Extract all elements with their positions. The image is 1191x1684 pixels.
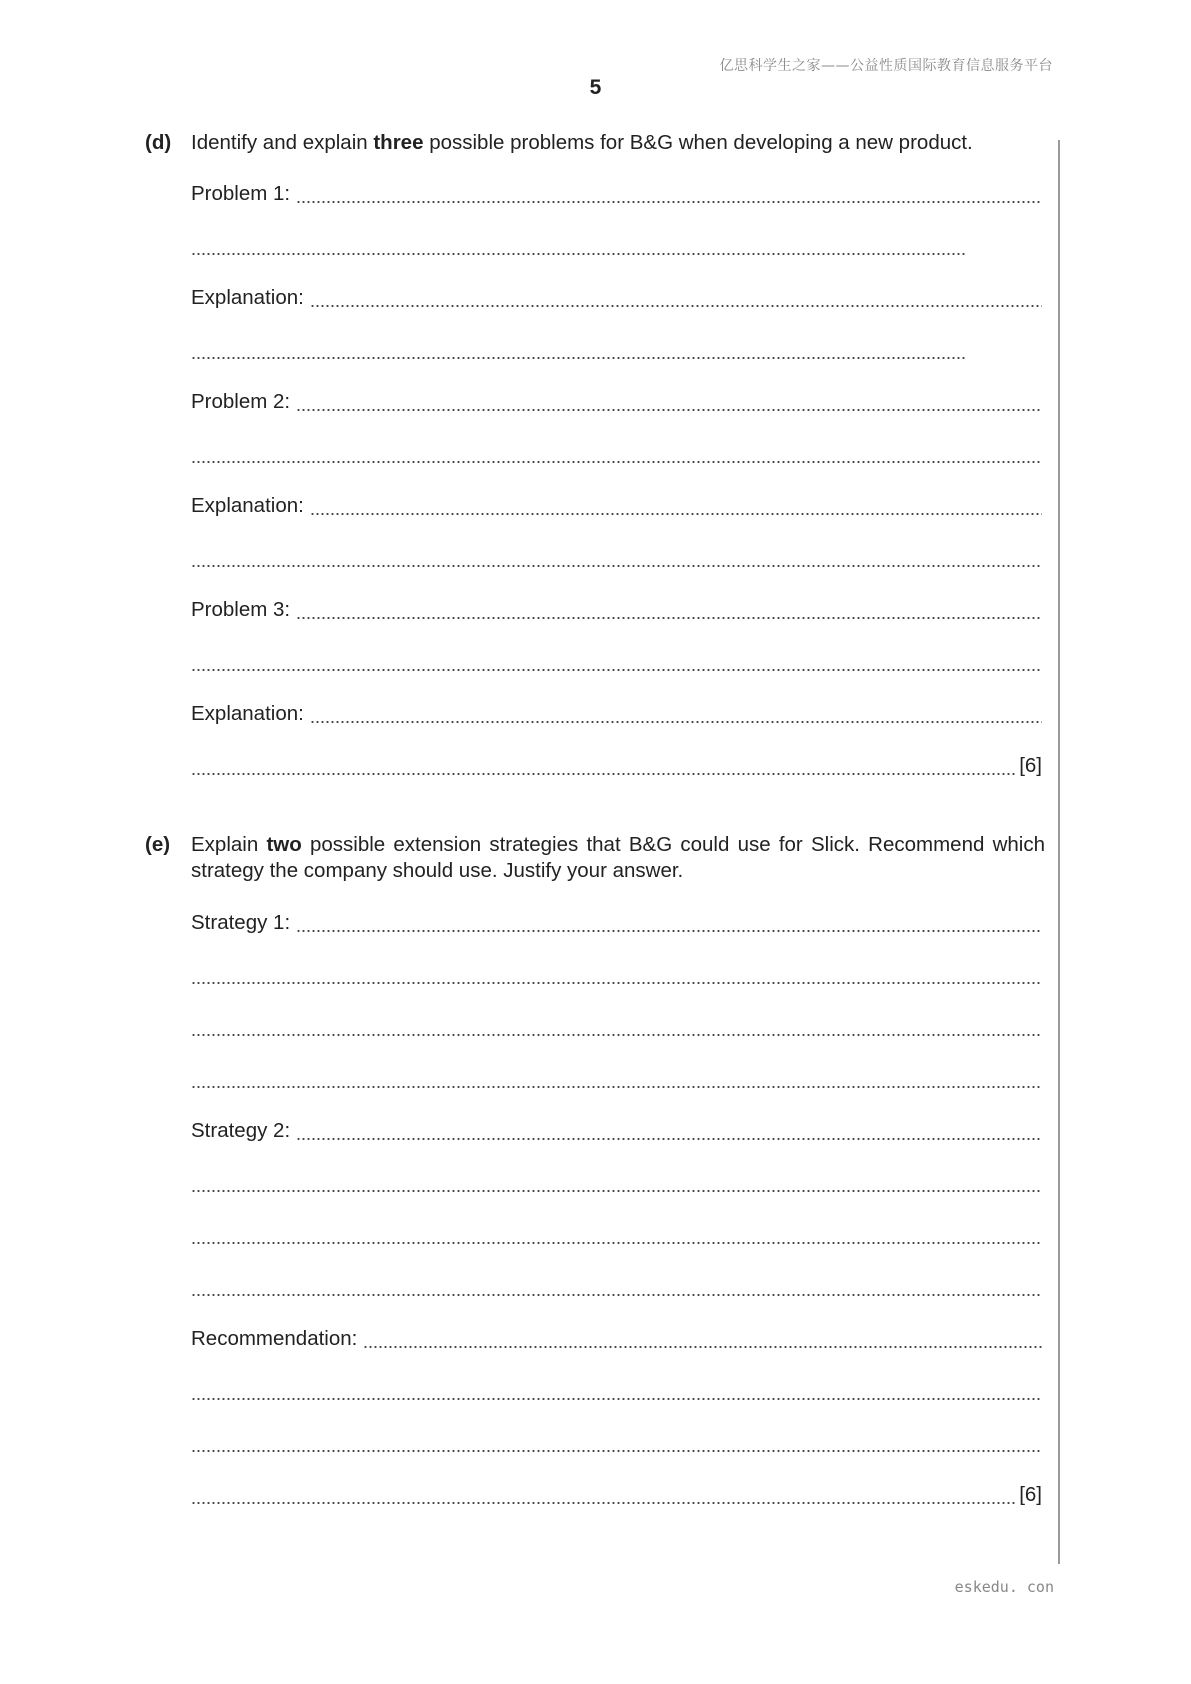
- page-number: 5: [589, 76, 602, 99]
- answer-line[interactable]: [191, 1274, 1042, 1300]
- answer-line-problem-2[interactable]: [191, 389, 1042, 415]
- question-d-text: Identify and explain three possible problems for B&G when developing a new product.: [191, 131, 973, 154]
- answer-line[interactable]: [191, 1066, 1042, 1092]
- question-d-label: (d): [145, 131, 172, 154]
- answer-line[interactable]: [191, 545, 1042, 571]
- recommendation-label: Recommendation:: [191, 1327, 358, 1350]
- answer-line[interactable]: [191, 441, 1042, 467]
- answer-line-recommendation[interactable]: [191, 1326, 1042, 1352]
- answer-line-strategy-2[interactable]: [191, 1118, 1042, 1144]
- footer-site: eskedu. con: [954, 1578, 1054, 1596]
- question-e-marks: [6]: [1019, 1483, 1042, 1506]
- answer-line-strategy-1[interactable]: [191, 910, 1042, 936]
- answer-line[interactable]: [191, 1378, 1042, 1404]
- answer-line-final[interactable]: [191, 1482, 1042, 1508]
- problem-1-label: Problem 1:: [191, 182, 291, 205]
- answer-line[interactable]: [191, 1222, 1042, 1248]
- explanation-2-label: Explanation:: [191, 494, 304, 517]
- question-d-marks: [6]: [1019, 754, 1042, 777]
- explanation-1-label: Explanation:: [191, 286, 304, 309]
- answer-line[interactable]: [191, 233, 966, 259]
- explanation-3-label: Explanation:: [191, 702, 304, 725]
- question-e-text: Explain two possible extension strategies that B&G could use for Slick. Recommend which strategy the company should use. Justify your answer.: [191, 833, 1045, 882]
- answer-line[interactable]: [191, 962, 1042, 988]
- answer-line-problem-1[interactable]: [191, 181, 1042, 207]
- strategy-1-label: Strategy 1:: [191, 911, 291, 934]
- answer-line[interactable]: [191, 1430, 1042, 1456]
- strategy-2-label: Strategy 2:: [191, 1119, 291, 1142]
- answer-line[interactable]: [191, 649, 1042, 675]
- answer-line-explanation-1[interactable]: [191, 285, 1042, 311]
- margin-line: [1058, 140, 1060, 1564]
- problem-2-label: Problem 2:: [191, 390, 291, 413]
- answer-line-explanation-3[interactable]: [191, 701, 1042, 727]
- header-watermark: 亿思科学生之家——公益性质国际教育信息服务平台: [719, 58, 1053, 74]
- answer-line[interactable]: [191, 337, 966, 363]
- problem-3-label: Problem 3:: [191, 598, 291, 621]
- answer-line-final[interactable]: [191, 753, 1042, 779]
- answer-line[interactable]: [191, 1014, 1042, 1040]
- answer-line-explanation-2[interactable]: [191, 493, 1042, 519]
- answer-line[interactable]: [191, 1170, 1042, 1196]
- question-e-label: (e): [145, 833, 171, 856]
- answer-line-problem-3[interactable]: [191, 597, 1042, 623]
